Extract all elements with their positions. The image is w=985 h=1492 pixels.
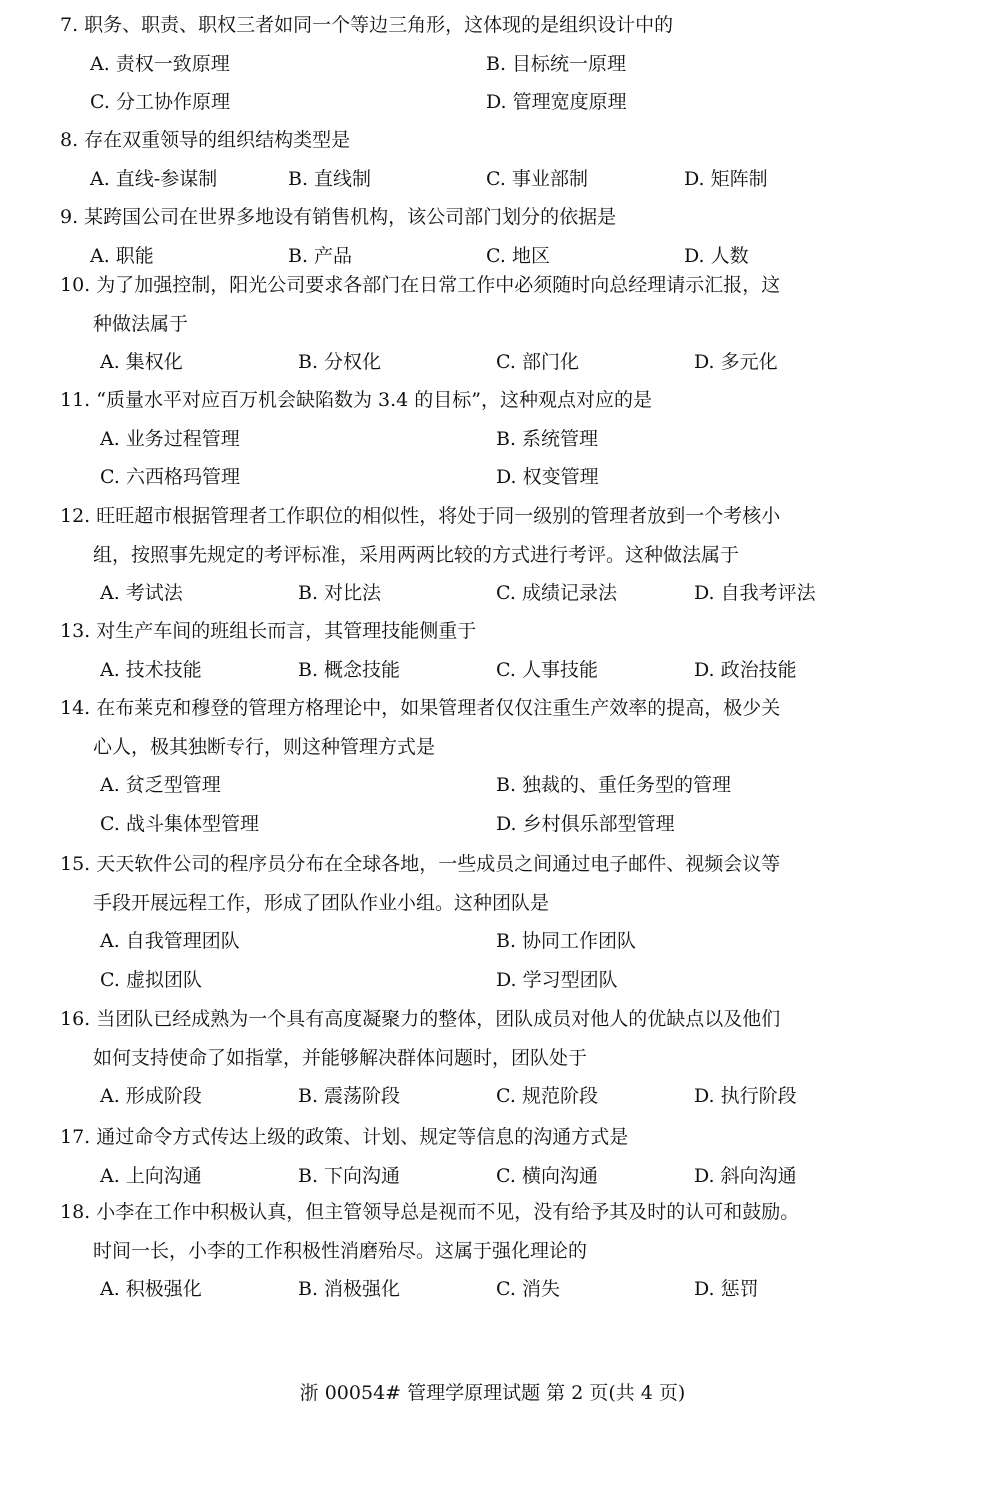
option-row [60,766,900,805]
option-row [60,1077,900,1116]
question-stem: 18. 小李在工作中积极认真，但主管领导总是视而不见，没有给予其及时的认可和鼓励。 [60,1201,800,1223]
option-a: A. 形成阶段 [100,1085,202,1107]
option-d: D. 惩罚 [694,1278,759,1300]
question-17 [60,1118,900,1195]
option-a: A. 贫乏型管理 [100,774,221,796]
question-16 [60,1000,900,1116]
question-stem-continued: 心人，极其独断专行，则这种管理方式是 [93,735,436,758]
option-b: B. 目标统一原理 [486,52,627,75]
option-a: A. 直线-参谋制 [90,167,218,190]
question-stem: 13. 对生产车间的班组长而言，其管理技能侧重于 [60,620,477,642]
option-row [60,160,900,199]
option-row [60,343,900,382]
option-c: C. 部门化 [496,351,579,373]
question-stem-continued: 时间一长，小李的工作积极性消磨殆尽。这属于强化理论的 [93,1239,588,1262]
question-18 [60,1193,900,1309]
option-b: B. 系统管理 [496,427,599,450]
option-c: C. 消失 [496,1278,560,1300]
question-stem-continued: 种做法属于 [93,312,189,335]
option-c: C. 横向沟通 [496,1164,598,1187]
option-b: B. 下向沟通 [298,1164,401,1187]
question-stem: 7. 职务、职责、职权三者如同一个等边三角形，这体现的是组织设计中的 [60,14,674,36]
option-d: D. 执行阶段 [694,1085,797,1107]
option-b: B. 概念技能 [298,658,401,681]
option-row [60,651,900,690]
option-c: C. 战斗集体型管理 [100,812,259,835]
option-c: C. 分工协作原理 [90,91,230,113]
question-stem: 9. 某跨国公司在世界多地设有销售机构，该公司部门划分的依据是 [60,206,617,228]
question-stem-continued: 手段开展远程工作，形成了团队作业小组。这种团队是 [93,891,550,914]
option-b: B. 独裁的、重任务型的管理 [496,774,732,796]
option-d: D. 自我考评法 [694,582,816,604]
option-b: B. 对比法 [298,582,382,604]
option-d: D. 管理宽度原理 [486,91,627,113]
option-d: D. 乡村俱乐部型管理 [496,812,675,835]
page-footer: 浙 00054# 管理学原理试题 第 2 页(共 4 页) [299,1382,686,1404]
question-stem: 17. 通过命令方式传达上级的政策、计划、规定等信息的沟通方式是 [60,1126,629,1148]
question-14 [60,689,900,843]
question-15 [60,845,900,999]
question-stem-continued: 组，按照事先规定的考评标准，采用两两比较的方式进行考评。这种做法属于 [93,543,740,566]
question-8 [60,121,900,198]
option-row [60,458,900,497]
option-a: A. 责权一致原理 [90,52,230,75]
option-c: C. 六西格玛管理 [100,466,240,488]
question-11 [60,381,900,497]
option-d: D. 政治技能 [694,658,797,681]
question-7 [60,6,900,122]
option-a: A. 业务过程管理 [100,427,240,450]
option-d: D. 多元化 [694,351,778,373]
option-row [60,574,900,613]
option-c: C. 虚拟团队 [100,968,202,991]
option-a: A. 考试法 [100,582,183,604]
option-a: A. 上向沟通 [100,1164,202,1187]
option-d: D. 权变管理 [496,466,599,488]
option-row [60,1270,900,1309]
option-a: A. 技术技能 [100,658,202,681]
option-row [60,83,900,122]
option-d: D. 斜向沟通 [694,1164,797,1187]
option-c: C. 成绩记录法 [496,582,617,604]
option-row [60,805,900,844]
question-10 [60,266,900,382]
question-stem-continued: 如何支持使命了如指掌，并能够解决群体问题时，团队处于 [93,1046,588,1069]
option-a: A. 自我管理团队 [100,930,240,952]
question-stem: 12. 旺旺超市根据管理者工作职位的相似性，将处于同一级别的管理者放到一个考核小 [60,505,781,527]
question-stem: 8. 存在双重领导的组织结构类型是 [60,129,351,151]
option-a: A. 集权化 [100,351,183,373]
option-d: D. 学习型团队 [496,968,618,991]
option-b: B. 直线制 [288,167,372,190]
question-13 [60,612,900,689]
option-row [60,961,900,1000]
option-row [60,420,900,459]
option-b: B. 产品 [288,244,353,267]
question-stem: 15. 天天软件公司的程序员分布在全球各地，一些成员之间通过电子邮件、视频会议等 [60,853,781,875]
question-12 [60,497,900,613]
option-b: B. 震荡阶段 [298,1085,401,1107]
option-c: C. 事业部制 [486,167,588,190]
option-b: B. 分权化 [298,351,382,373]
option-c: C. 规范阶段 [496,1085,598,1107]
question-stem: 14. 在布莱克和穆登的管理方格理论中，如果管理者仅仅注重生产效率的提高，极少关 [60,697,781,719]
question-9 [60,198,900,275]
option-d: D. 矩阵制 [684,167,768,190]
option-c: C. 人事技能 [496,658,598,681]
option-c: C. 地区 [486,244,550,267]
option-row [60,1157,900,1196]
option-a: A. 积极强化 [100,1278,202,1300]
option-a: A. 职能 [90,244,154,267]
option-b: B. 消极强化 [298,1278,401,1300]
option-row [60,45,900,84]
option-d: D. 人数 [684,244,749,267]
question-stem: 16. 当团队已经成熟为一个具有高度凝聚力的整体，团队成员对他人的优缺点以及他们 [60,1008,781,1030]
option-row [60,922,900,961]
question-stem: 11. “质量水平对应百万机会缺陷数为 3.4 的目标”，这种观点对应的是 [60,389,652,411]
question-stem: 10. 为了加强控制，阳光公司要求各部门在日常工作中必须随时向总经理请示汇报，这 [60,274,781,296]
option-b: B. 协同工作团队 [496,930,637,952]
